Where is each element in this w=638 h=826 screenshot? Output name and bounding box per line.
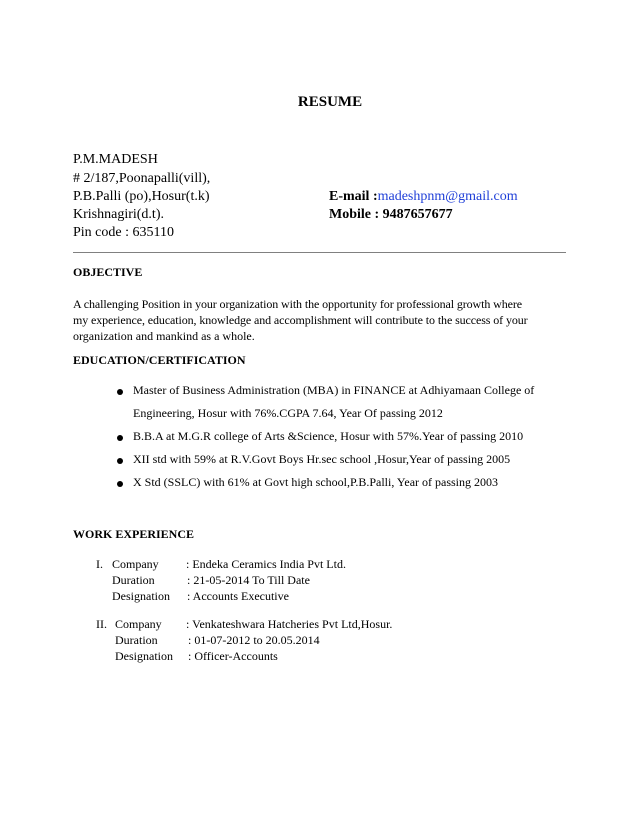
education-item-2: B.B.A at M.G.R college of Arts &Science, Hosur with 57%.Year of passing 2010 (133, 429, 524, 443)
education-item-1-cont: Engineering, Hosur with 76%.CGPA 7.64, Year Of passing 2012 (133, 406, 443, 420)
bullet-icon (117, 458, 123, 464)
candidate-name: P.M.MADESH (73, 152, 158, 167)
job-2-number: II. (96, 617, 107, 631)
objective-line-1: A challenging Position in your organization with the opportunity for professional growth where (73, 297, 522, 311)
bullet-icon (117, 389, 123, 395)
job-1-duration: : 21-05-2014 To Till Date (187, 573, 310, 587)
job-2-duration-label: Duration (115, 633, 158, 647)
objective-line-2: my experience, education, knowledge and accomplishment will contribute to the success of your (73, 313, 528, 327)
header-divider (73, 252, 566, 253)
bullet-icon (117, 435, 123, 441)
job-2-company-label: Company (115, 617, 162, 631)
education-heading: EDUCATION/CERTIFICATION (73, 353, 246, 367)
resume-title: RESUME (297, 94, 363, 110)
job-2-designation: : Officer-Accounts (188, 649, 278, 663)
job-1-designation-label: Designation (112, 589, 170, 603)
education-item-3: XII std with 59% at R.V.Govt Boys Hr.sec school ,Hosur,Year of passing 2005 (133, 452, 511, 466)
mobile-number: Mobile : 9487657677 (329, 207, 453, 222)
education-item-4: X Std (SSLC) with 61% at Govt high school,P.B.Palli, Year of passing 2003 (133, 475, 499, 489)
pin-code: Pin code : 635110 (73, 225, 174, 240)
job-2-duration: : 01-07-2012 to 20.05.2014 (188, 633, 320, 647)
email-link[interactable]: madeshpnm@gmail.com (377, 189, 518, 204)
objective-heading: OBJECTIVE (73, 265, 143, 279)
address-line-1: # 2/187,Poonapalli(vill), (73, 171, 211, 186)
job-2-designation-label: Designation (115, 649, 173, 663)
education-item-1: Master of Business Administration (MBA) in FINANCE at Adhiyamaan College of (133, 383, 535, 397)
email-line (329, 187, 518, 206)
job-1-company: : Endeka Ceramics India Pvt Ltd. (186, 557, 346, 571)
objective-line-3: organization and mankind as a whole. (73, 329, 255, 343)
job-1-company-label: Company (112, 557, 159, 571)
email-label: E-mail : (329, 189, 378, 204)
address-line-2: P.B.Palli (po),Hosur(t.k) (73, 189, 210, 204)
objective-text (73, 296, 565, 344)
job-1-number: I. (96, 557, 103, 571)
bullet-icon (117, 481, 123, 487)
job-1-duration-label: Duration (112, 573, 155, 587)
work-heading: WORK EXPERIENCE (73, 527, 195, 541)
job-1-designation: : Accounts Executive (187, 589, 289, 603)
job-2-company: : Venkateshwara Hatcheries Pvt Ltd,Hosur. (186, 617, 393, 631)
address-line-3: Krishnagiri(d.t). (73, 207, 164, 222)
